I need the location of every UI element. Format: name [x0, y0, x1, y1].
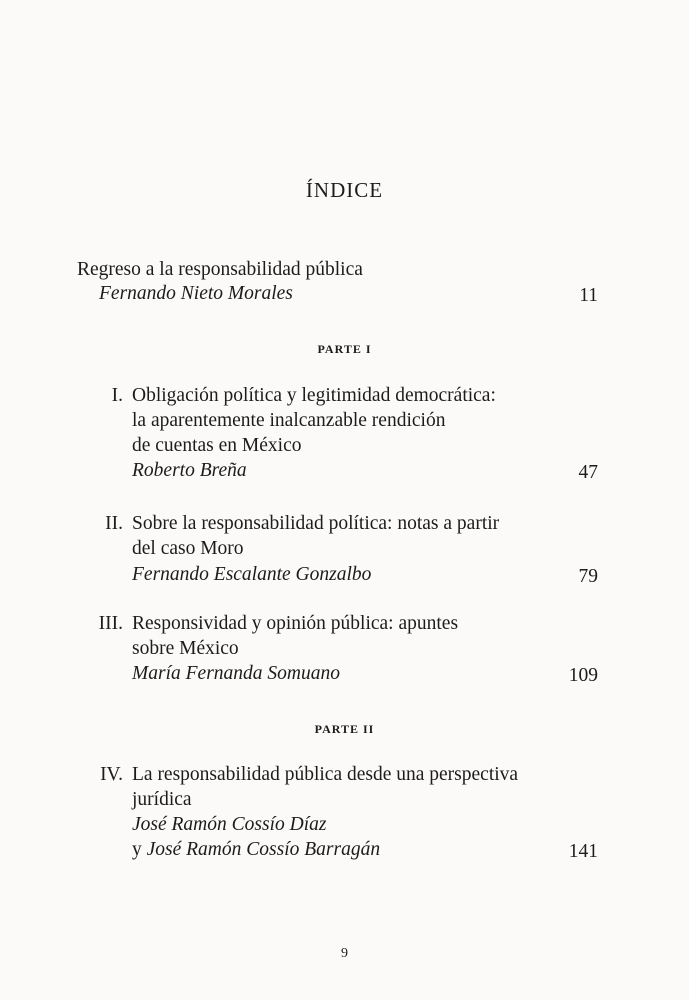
chapter-page: 141 — [568, 841, 598, 862]
chapter-title-line: sobre México — [132, 638, 239, 659]
chapter-roman: II. — [105, 513, 123, 534]
part-label: PARTE I — [317, 342, 372, 356]
chapter-author-line — [132, 838, 380, 862]
intro-title: Regreso a la responsabilidad pública — [77, 259, 363, 280]
part-label: PARTE II — [314, 722, 375, 736]
chapter-roman: III. — [98, 613, 123, 634]
page-number: 9 — [341, 946, 348, 961]
chapter-title-line: del caso Moro — [132, 538, 244, 559]
chapter-author: Roberto Breña — [132, 460, 247, 481]
chapter-author: Fernando Escalante Gonzalbo — [132, 564, 372, 585]
chapter-title-line: Obligación política y legitimidad democrática: — [132, 385, 496, 406]
author-joiner: y — [132, 839, 142, 860]
chapter-title-line: Sobre la responsabilidad política: notas a partir — [132, 513, 500, 534]
chapter-roman: IV. — [100, 764, 123, 785]
chapter-title-line: jurídica — [132, 789, 192, 810]
chapter-title-line: La responsabilidad pública desde una perspectiva — [132, 764, 519, 785]
chapter-page: 79 — [578, 566, 598, 587]
chapter-title-line: la aparentemente inalcanzable rendición — [132, 410, 446, 431]
chapter-author: José Ramón Cossío Díaz — [132, 814, 327, 835]
chapter-author: María Fernanda Somuano — [132, 663, 340, 684]
chapter-page: 109 — [568, 665, 598, 686]
intro-author: Fernando Nieto Morales — [99, 283, 293, 304]
intro-page: 11 — [579, 285, 598, 306]
chapter-page: 47 — [578, 462, 598, 483]
page-title: ÍNDICE — [305, 178, 384, 202]
chapter-title-line: de cuentas en México — [132, 435, 302, 456]
chapter-roman: I. — [111, 385, 123, 406]
chapter-title-line: Responsividad y opinión pública: apuntes — [132, 613, 459, 634]
chapter-author: José Ramón Cossío Barragán — [146, 839, 381, 860]
